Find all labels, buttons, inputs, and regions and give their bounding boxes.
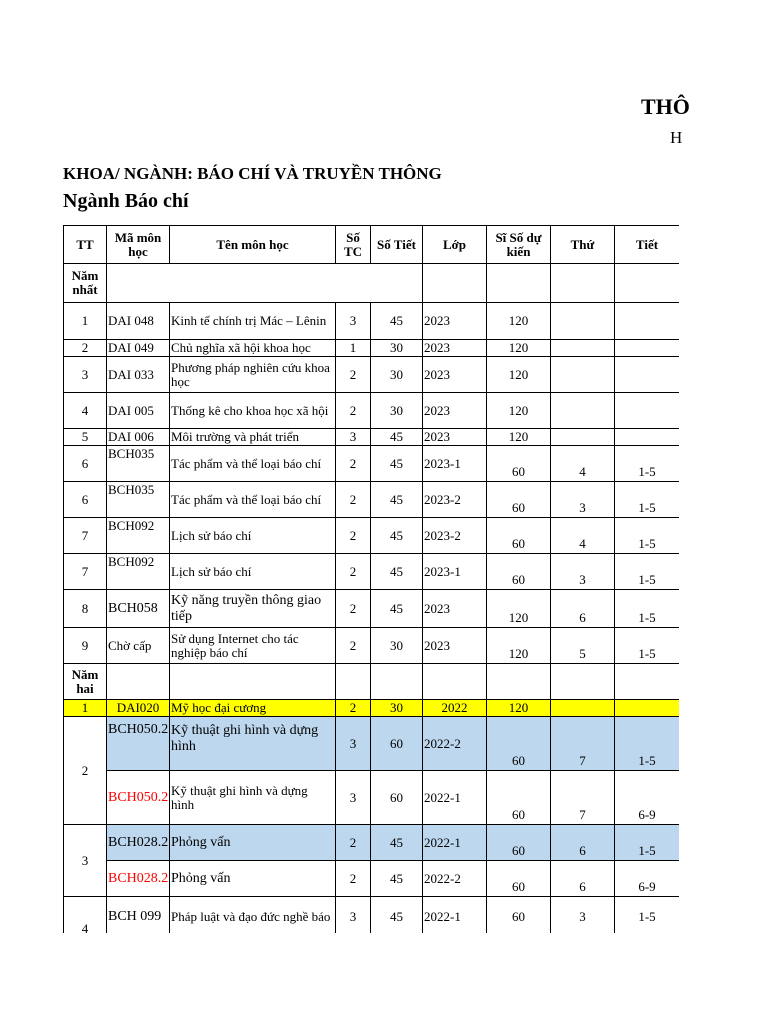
table-row: 6 BCH035 Tác phẩm và thể loại báo chí 2 45 2023-2 60 3 1-5 [64,482,680,518]
table-row: 3 BCH028.2 Phỏng vấn 2 45 2022-1 60 6 1-5 [64,825,680,861]
section-row-year1 [64,264,680,303]
table-row: 2 DAI 049 Chủ nghĩa xã hội khoa học 1 30 2023 120 [64,340,680,357]
table-row: 3 DAI 033 Phương pháp nghiên cứu khoa học 2 30 2023 120 [64,357,680,393]
col-header-tt: TT [64,226,107,264]
col-header-size: Sĩ Số dự kiến [487,226,551,264]
schedule-table-container [63,225,679,933]
col-header-name: Tên môn học [170,226,336,264]
table-row: 1 DAI 048 Kinh tế chính trị Mác – Lênin 3 45 2023 120 [64,303,680,340]
table-row: 6 BCH035 Tác phẩm và thể loại báo chí 2 45 2023-1 60 4 1-5 [64,446,680,482]
document-subtitle-partial: H [670,128,683,147]
section-label-year2: Năm hai [64,664,107,700]
table-header-row [64,226,680,264]
section-label-year1: Năm nhất [64,264,107,303]
table-row: 4 DAI 005 Thống kê cho khoa học xã hội 2 30 2023 120 [64,393,680,429]
table-row: BCH028.2 Phỏng vấn 2 45 2022-2 60 6 6-9 [64,861,680,897]
table-row: 9 Chờ cấp Sử dụng Internet cho tác nghiệp báo chí 2 30 2023 120 5 1-5 [64,628,680,664]
col-header-class: Lớp [423,226,487,264]
table-row-highlighted: 1 DAI020 Mỹ học đại cương 2 30 2022 120 [64,700,680,717]
table-row: 7 BCH092 Lịch sử báo chí 2 45 2023-2 60 4 1-5 [64,518,680,554]
table-row: 5 DAI 006 Môi trường và phát triển 3 45 2023 120 [64,429,680,446]
table-row: 2 BCH050.2 Kỹ thuật ghi hình và dựng hình 3 60 2022-2 60 7 1-5 [64,717,680,771]
table-row: 8 BCH058 Kỹ năng truyền thông giao tiếp 2 45 2023 120 6 1-5 [64,590,680,628]
col-header-slot: Tiết [615,226,680,264]
section-row-year2 [64,664,680,700]
col-header-periods: Số Tiết [371,226,423,264]
table-row: 4 BCH 099 Pháp luật và đạo đức nghề báo 3 45 2022-1 60 3 1-5 [64,897,680,934]
major-heading: Ngành Báo chí [63,190,189,212]
col-header-code: Mã môn học [107,226,170,264]
faculty-heading: KHOA/ NGÀNH: BÁO CHÍ VÀ TRUYỀN THÔNG [63,164,442,183]
document-title-partial: THÔ [641,94,690,119]
table-row: BCH050.2 Kỹ thuật ghi hình và dựng hình 3 60 2022-1 60 7 6-9 [64,771,680,825]
schedule-table [63,225,679,933]
col-header-credits: Số TC [336,226,371,264]
col-header-weekday: Thứ [551,226,615,264]
table-row: 7 BCH092 Lịch sử báo chí 2 45 2023-1 60 3 1-5 [64,554,680,590]
